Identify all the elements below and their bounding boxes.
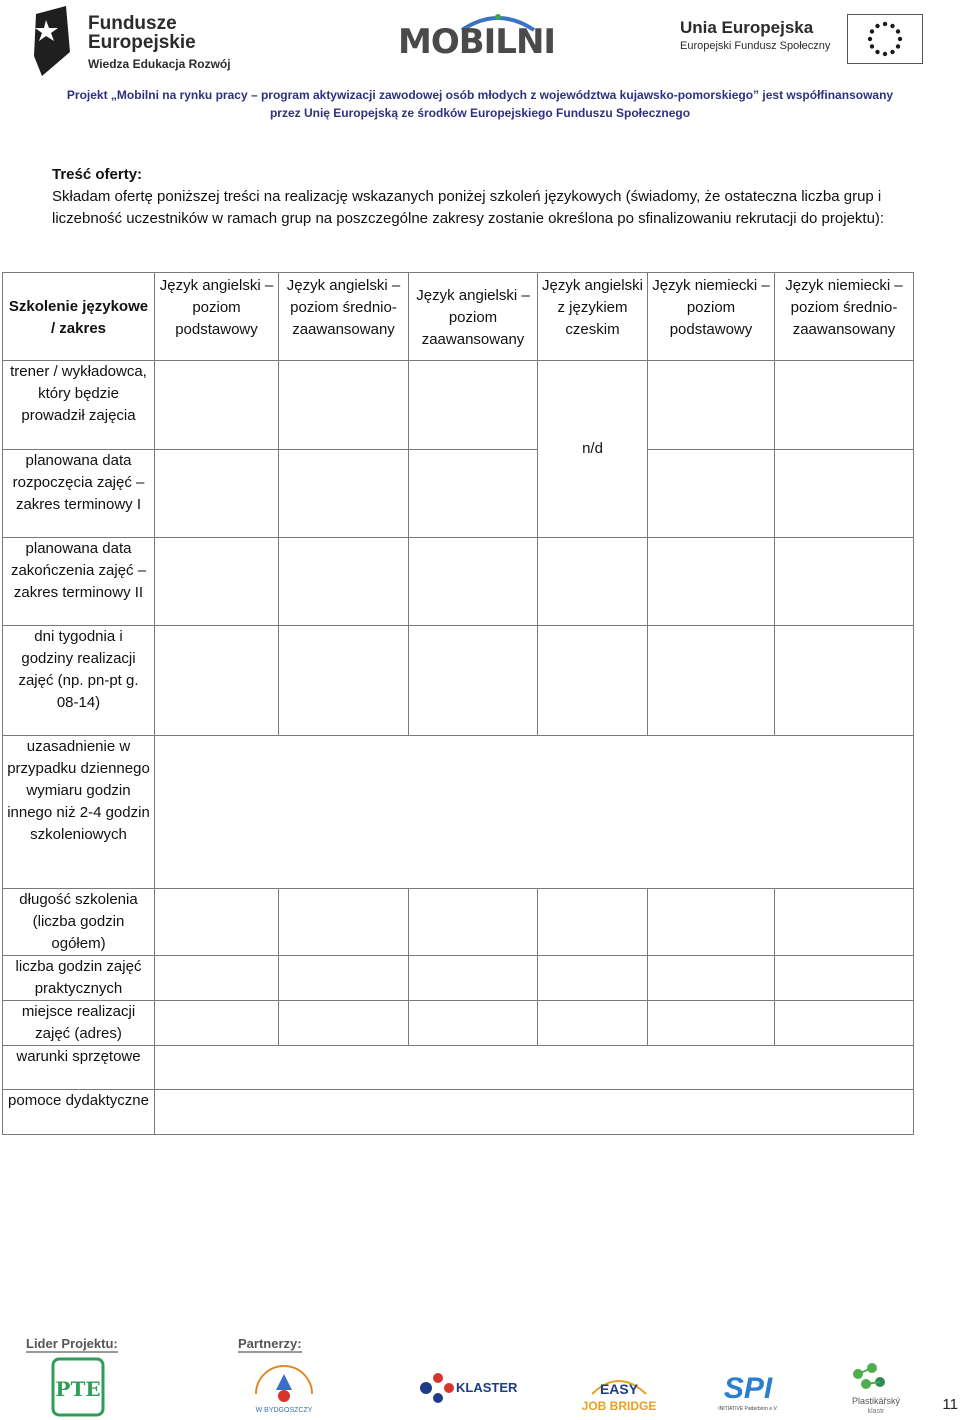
project-line-1: Projekt „Mobilni na rynku pracy – program aktywizacji zawodowej osób młodych z województwa kujawsko-pomorskiego” jest współfinansowany [66,88,894,102]
pte-logo-icon [52,1358,104,1416]
column-header: Język angielski – poziom podstawowy [155,273,279,361]
table-cell[interactable] [279,538,409,626]
row-label: warunki sprzętowe [3,1046,155,1090]
table-cell[interactable] [409,361,538,450]
table-cell[interactable] [775,626,914,736]
table-cell[interactable] [409,889,538,956]
fe-line1: Fundusze [88,13,177,34]
table-row [3,956,914,1001]
eu-line2: Europejski Fundusz Społeczny [680,40,831,52]
svg-text:SPI: SPI [723,1372,773,1405]
column-header: Język niemiecki – poziom podstawowy [648,273,775,361]
table-cell[interactable] [409,450,538,538]
svg-text:Plastikářský: Plastikářský [851,1396,901,1406]
table-cell[interactable] [538,538,648,626]
partners-label: Partnerzy: [238,1336,302,1351]
table-row [3,889,914,956]
table-cell[interactable] [775,889,914,956]
document-footer [0,1330,960,1420]
table-cell[interactable] [155,1001,279,1046]
row-label: dni tygodnia i godziny realizacji zajęć (np. pn-pt g. 08-14) [3,626,155,736]
svg-text:KLASTER: KLASTER [456,1380,518,1395]
table-cell[interactable] [279,889,409,956]
table-cell[interactable] [155,538,279,626]
easy-job-bridge-logo-icon [581,1364,657,1414]
table-cell[interactable] [538,1001,648,1046]
table-row [3,736,914,889]
table-cell[interactable] [648,626,775,736]
czech-na-cell: n/d [538,361,648,538]
table-cell[interactable] [155,626,279,736]
row-label: uzasadnienie w przypadku dziennego wymiaru godzin innego niż 2-4 godzin szkoleniowych [3,736,155,889]
table-cell[interactable] [538,626,648,736]
column-header: Język angielski – poziom zaawansowany [409,273,538,361]
pup-bydgoszcz-logo-icon [248,1360,320,1416]
offer-title: Treść oferty: [52,166,143,183]
table-cell[interactable] [279,1001,409,1046]
table-cell[interactable] [409,1001,538,1046]
fe-emblem-icon [32,6,72,76]
table-corner-header: Szkolenie językowe / zakres [3,273,155,361]
table-cell[interactable] [775,538,914,626]
table-row [3,1001,914,1046]
svg-text:INITIATIVE Paderborn e.V.: INITIATIVE Paderborn e.V. [718,1406,778,1412]
table-row [3,450,914,538]
table-header-row [3,273,914,361]
row-label: liczba godzin zajęć praktycznych [3,956,155,1001]
training-offer-table [2,272,914,1135]
table-cell[interactable] [409,626,538,736]
offer-section [52,164,912,230]
svg-text:W BYDGOSZCZY: W BYDGOSZCZY [255,1407,313,1414]
row-label: miejsce realizacji zajęć (adres) [3,1001,155,1046]
unia-europejska-logo [680,14,924,64]
table-cell[interactable] [155,956,279,1001]
row-label: długość szkolenia (liczba godzin ogółem) [3,889,155,956]
eu-flag-icon [847,14,923,64]
table-cell[interactable] [409,538,538,626]
table-cell-merged[interactable] [155,1046,914,1090]
table-cell-merged[interactable] [155,736,914,889]
mobilni-logo [398,10,556,62]
table-cell[interactable] [409,956,538,1001]
table-cell[interactable] [648,538,775,626]
plastikarsky-klastr-logo-icon [844,1360,908,1416]
table-row [3,626,914,736]
table-cell[interactable] [775,956,914,1001]
table-cell[interactable] [775,361,914,450]
table-cell[interactable] [648,361,775,450]
table-cell[interactable] [279,626,409,736]
table-cell[interactable] [648,956,775,1001]
svg-text:PTE: PTE [55,1377,101,1401]
table-cell[interactable] [775,1001,914,1046]
table-row [3,1090,914,1135]
row-label: trener / wykładowca, który będzie prowadził zajęcia [3,361,155,450]
table-cell[interactable] [538,956,648,1001]
table-cell[interactable] [155,450,279,538]
bkp-logo-icon [416,1366,518,1410]
leader-label: Lider Projektu: [26,1336,118,1351]
table-cell-merged[interactable] [155,1090,914,1135]
table-cell[interactable] [648,1001,775,1046]
column-header: Język angielski z językiem czeskim [538,273,648,361]
offer-body: Składam ofertę poniższej treści na realizację wskazanych poniżej szkoleń językowych (świadomy, że ostateczna liczba grup i liczebność uczestników w ramach grup na poszczególne zakresy zostanie określona po sfinalizowaniu rekrutacji do projektu): [52,188,885,227]
row-label: planowana data rozpoczęcia zajęć – zakres terminowy I [3,450,155,538]
table-cell[interactable] [279,956,409,1001]
table-row [3,361,914,450]
table-cell[interactable] [279,450,409,538]
svg-text:klastr: klastr [867,1408,885,1415]
spi-logo-icon [714,1364,782,1416]
table-cell[interactable] [648,889,775,956]
column-header: Język niemiecki – poziom średnio-zaawansowany [775,273,914,361]
table-cell[interactable] [538,889,648,956]
table-row [3,1046,914,1090]
table-row [3,538,914,626]
column-header: Język angielski – poziom średnio-zaawansowany [279,273,409,361]
table-cell[interactable] [155,361,279,450]
table-cell[interactable] [648,450,775,538]
page-number: 11 [942,1396,958,1413]
row-label: pomoce dydaktyczne [3,1090,155,1135]
document-header [0,0,960,130]
mobilni-wordmark: MOBILNI [398,22,556,62]
table-cell[interactable] [775,450,914,538]
table-cell[interactable] [155,889,279,956]
fe-line2: Europejskie [88,32,196,53]
eu-line1: Unia Europejska [680,18,814,37]
svg-text:EASY: EASY [599,1381,639,1397]
fundusze-europejskie-logo [30,4,250,80]
table-cell[interactable] [279,361,409,450]
row-label: planowana data zakończenia zajęć – zakres terminowy II [3,538,155,626]
project-line-2: przez Unię Europejską ze środków Europejskiego Funduszu Społecznego [269,106,691,120]
fe-line3: Wiedza Edukacja Rozwój [88,57,231,71]
svg-text:JOB BRIDGE: JOB BRIDGE [581,1399,657,1413]
